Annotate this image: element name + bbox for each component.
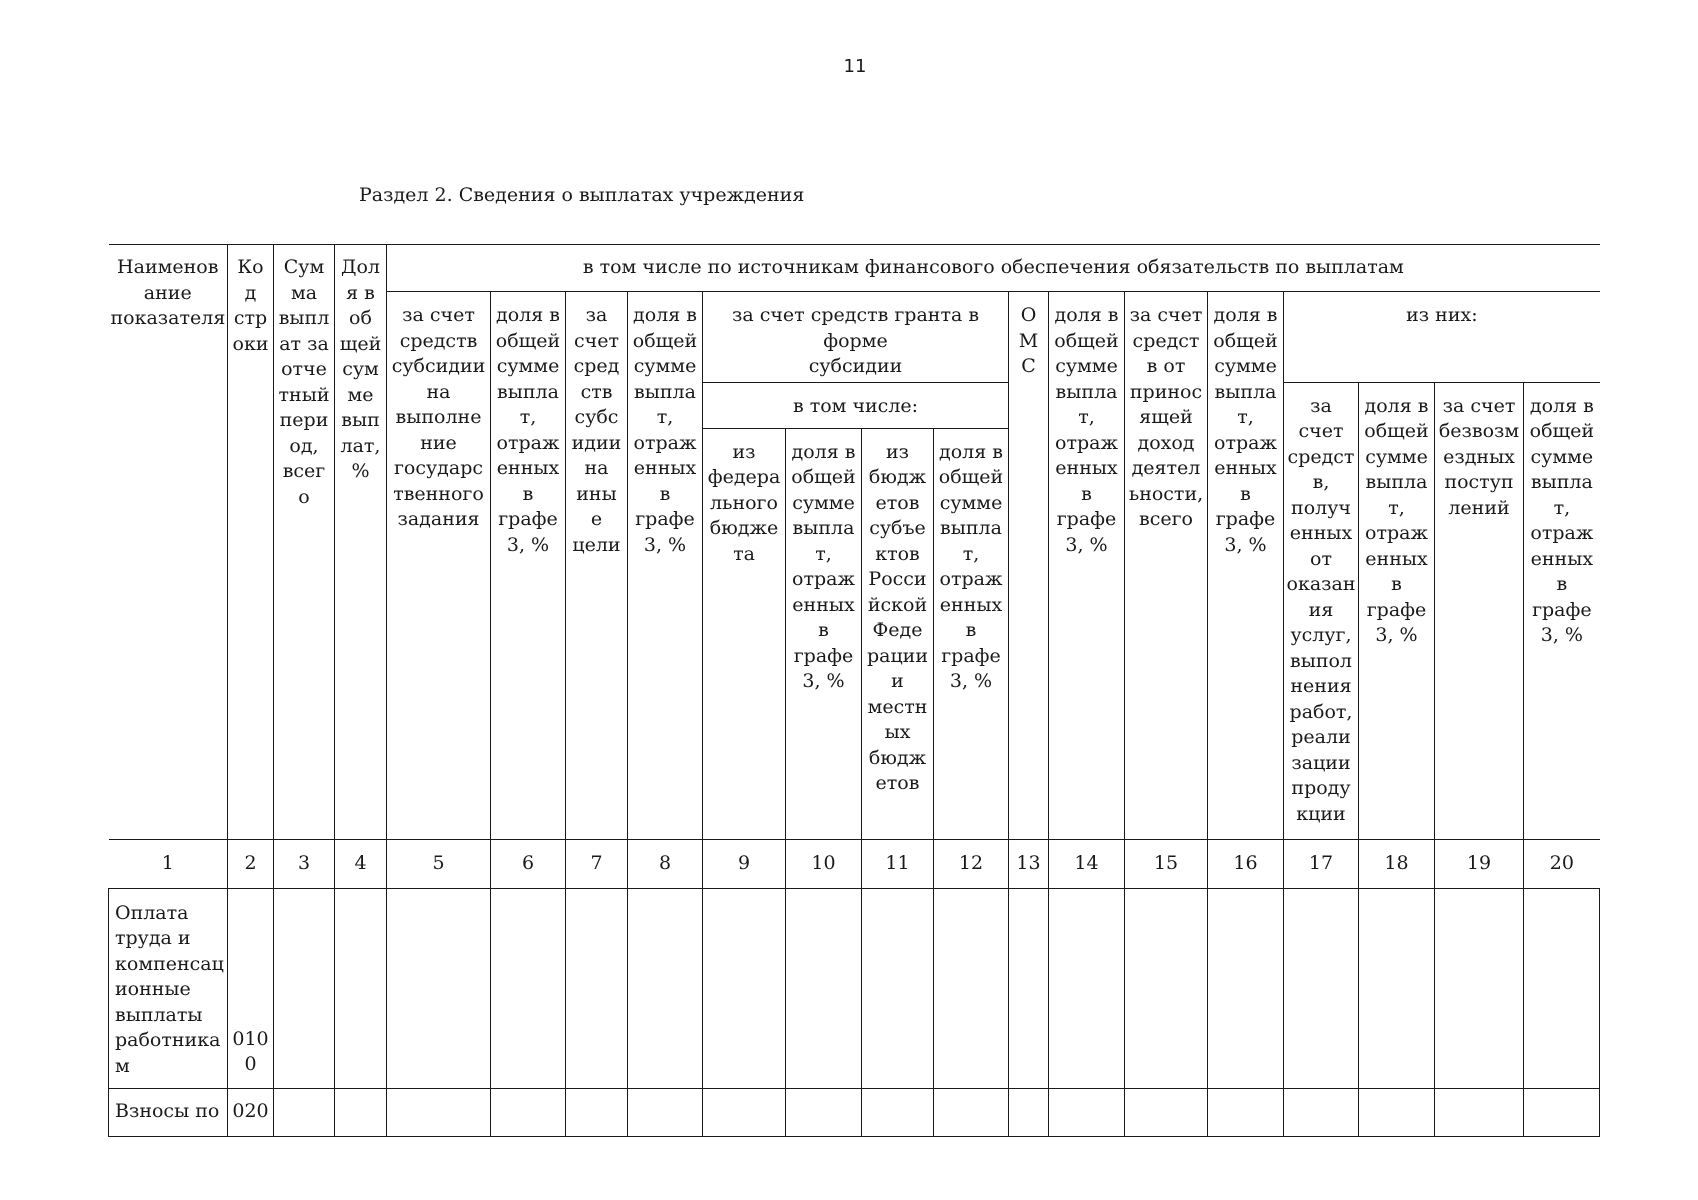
data-cell[interactable]: [274, 888, 335, 1088]
header-col-15: за счет средст в от принос ящей доход деятел ьности, всего: [1125, 292, 1208, 840]
data-cell[interactable]: [786, 888, 862, 1088]
column-number: 7: [566, 839, 628, 888]
row-label: Оплата труда и компенсац ионные выплаты работника м: [109, 888, 228, 1088]
data-cell[interactable]: [1284, 888, 1359, 1088]
column-number: 20: [1524, 839, 1600, 888]
data-cell[interactable]: [1208, 1088, 1284, 1136]
row-code: 020: [228, 1088, 274, 1136]
column-number: 9: [703, 839, 786, 888]
data-cell[interactable]: [703, 1088, 786, 1136]
data-cell[interactable]: [862, 1088, 934, 1136]
header-col-13: О М С: [1009, 292, 1049, 840]
data-cell[interactable]: [1049, 888, 1125, 1088]
header-col-17: за счет средст в, получ енных от оказан ия услуг, выпол нения работ, реали зации проду кции: [1284, 382, 1359, 839]
header-col-12: доля в общей сумме выпла т, отраж енных в графе 3, %: [934, 428, 1009, 839]
row-code: 010 0: [228, 888, 274, 1088]
column-number: 18: [1359, 839, 1435, 888]
data-cell[interactable]: [934, 888, 1009, 1088]
column-number: 13: [1009, 839, 1049, 888]
data-cell[interactable]: [566, 888, 628, 1088]
data-cell[interactable]: [1009, 888, 1049, 1088]
data-cell[interactable]: [1524, 1088, 1600, 1136]
column-number: 12: [934, 839, 1009, 888]
data-cell[interactable]: [1049, 1088, 1125, 1136]
data-cell[interactable]: [1208, 888, 1284, 1088]
header-funding-sources: в том числе по источникам финансового обеспечения обязательств по выплатам: [387, 245, 1600, 292]
data-cell[interactable]: [1359, 888, 1435, 1088]
header-col-9: из федера льного бюдже та: [703, 428, 786, 839]
column-number-row: [109, 839, 1600, 888]
header-total-sum: Сум ма выпл ат за отче тный пери од, всег о: [274, 245, 335, 840]
data-cell[interactable]: [1125, 888, 1208, 1088]
header-indicator-name: Наименов ание показателя: [109, 245, 228, 840]
data-cell[interactable]: [491, 1088, 566, 1136]
data-cell[interactable]: [628, 888, 703, 1088]
data-cell[interactable]: [1524, 888, 1600, 1088]
data-cell[interactable]: [1359, 1088, 1435, 1136]
column-number: 8: [628, 839, 703, 888]
header-of-them: из них:: [1284, 292, 1600, 383]
column-number: 5: [387, 839, 491, 888]
row-label: Взносы по: [109, 1088, 228, 1136]
data-cell[interactable]: [703, 888, 786, 1088]
column-number: 4: [335, 839, 387, 888]
column-number: 11: [862, 839, 934, 888]
data-cell[interactable]: [491, 888, 566, 1088]
header-row-1: [109, 245, 1600, 292]
data-cell[interactable]: [628, 1088, 703, 1136]
section-title: Раздел 2. Сведения о выплатах учреждения: [359, 184, 805, 206]
column-number: 3: [274, 839, 335, 888]
header-col-8: доля в общей сумме выпла т, отраж енных в графе 3, %: [628, 292, 703, 840]
header-col-11: из бюдж етов субъе ктов Росси йской Феде рации и местн ых бюдж етов: [862, 428, 934, 839]
data-cell[interactable]: [387, 888, 491, 1088]
column-number: 1: [109, 839, 228, 888]
column-number: 19: [1435, 839, 1524, 888]
column-number: 14: [1049, 839, 1125, 888]
data-cell[interactable]: [566, 1088, 628, 1136]
header-grant-subsidy: за счет средств гранта в форме субсидии: [703, 292, 1009, 383]
data-cell[interactable]: [274, 1088, 335, 1136]
header-grant-including: в том числе:: [703, 382, 1009, 428]
header-line-code: Ко д стр оки: [228, 245, 274, 840]
column-number: 6: [491, 839, 566, 888]
header-col-20: доля в общей сумме выпла т, отраж енных в графе 3, %: [1524, 382, 1600, 839]
payments-table: [108, 244, 1600, 1137]
header-col-5: за счет средств субсидии на выполне ние государс твенного задания: [387, 292, 491, 840]
data-cell[interactable]: [786, 1088, 862, 1136]
page-number: 11: [843, 56, 867, 77]
column-number: 15: [1125, 839, 1208, 888]
header-col-14: доля в общей сумме выпла т, отраж енных в графе 3, %: [1049, 292, 1125, 840]
header-col-19: за счет безвозм ездных поступ лений: [1435, 382, 1524, 839]
column-number: 10: [786, 839, 862, 888]
data-cell[interactable]: [335, 888, 387, 1088]
data-cell[interactable]: [1435, 1088, 1524, 1136]
header-col-16: доля в общей сумме выпла т, отраж енных в графе 3, %: [1208, 292, 1284, 840]
data-cell[interactable]: [934, 1088, 1009, 1136]
column-number: 16: [1208, 839, 1284, 888]
data-cell[interactable]: [862, 888, 934, 1088]
header-total-share: Дол я в об щей сум ме вып лат, %: [335, 245, 387, 840]
data-cell[interactable]: [1284, 1088, 1359, 1136]
column-number: 2: [228, 839, 274, 888]
data-cell[interactable]: [1125, 1088, 1208, 1136]
data-cell[interactable]: [387, 1088, 491, 1136]
table-row: [109, 888, 1600, 1088]
header-col-6: доля в общей сумме выпла т, отраж енных в графе 3, %: [491, 292, 566, 840]
data-cell[interactable]: [335, 1088, 387, 1136]
header-col-18: доля в общей сумме выпла т, отраж енных в графе 3, %: [1359, 382, 1435, 839]
header-col-10: доля в общей сумме выпла т, отраж енных в графе 3, %: [786, 428, 862, 839]
column-number: 17: [1284, 839, 1359, 888]
data-cell[interactable]: [1009, 1088, 1049, 1136]
data-cell[interactable]: [1435, 888, 1524, 1088]
header-col-7: за счет сред ств субс идии на ины е цели: [566, 292, 628, 840]
table-row: [109, 1088, 1600, 1136]
